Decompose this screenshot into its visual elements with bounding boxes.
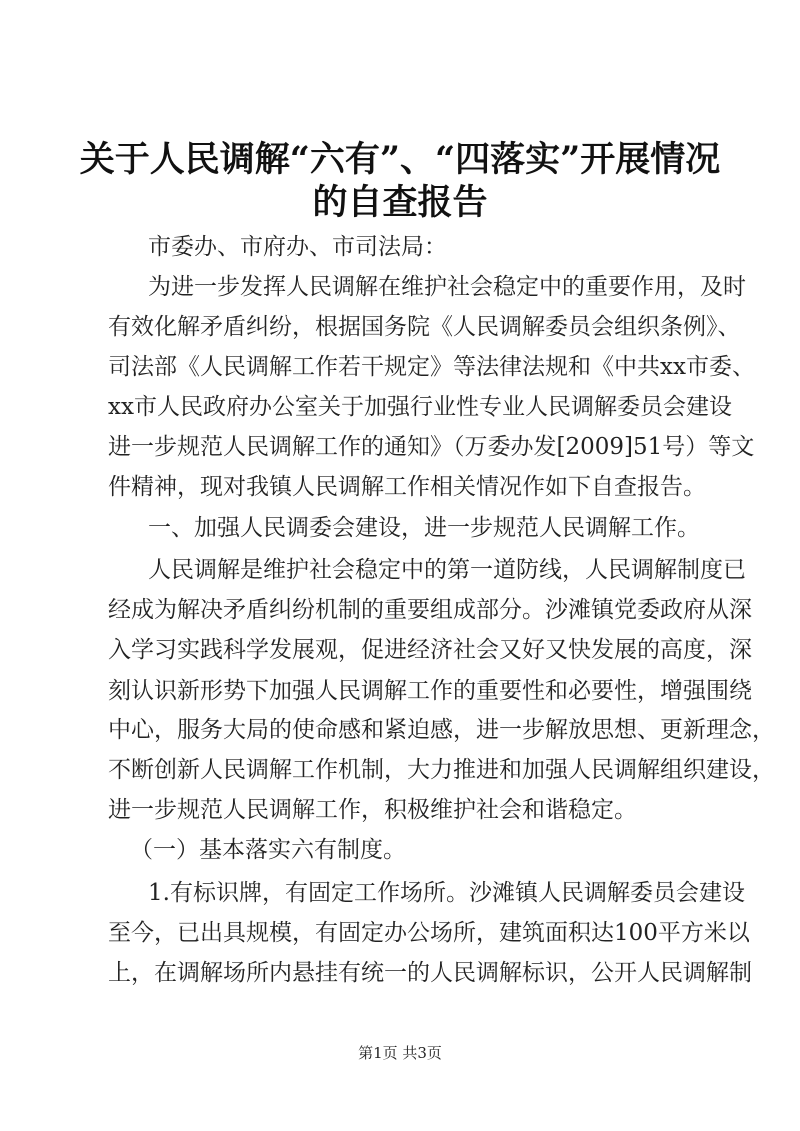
paragraph-line: 入学习实践科学发展观，促进经济社会又好又快发展的高度，深	[108, 637, 752, 663]
document-title-line-2: 的自查报告	[312, 182, 488, 223]
paragraph-line: 件精神，现对我镇人民调解工作相关情况作如下自查报告。	[108, 474, 706, 500]
paragraph-line: 刻认识新形势下加强人民调解工作的重要性和必要性，增强围绕	[108, 678, 752, 704]
subsection-heading: （一）基本落实六有制度。	[130, 837, 406, 863]
paragraph-line: xx市人民政府办公室关于加强行业性专业人民调解委员会建设	[108, 394, 732, 420]
paragraph-line: 人民调解是维护社会稳定中的第一道防线，人民调解制度已	[148, 557, 746, 583]
paragraph-line: 有效化解矛盾纠纷，根据国务院《人民调解委员会组织条例》、	[108, 314, 741, 340]
document-title-line-1: 关于人民调解“六有”、“四落实”开展情况	[79, 139, 721, 180]
salutation: 市委办、市府办、市司法局：	[148, 234, 447, 260]
paragraph-line: 中心，服务大局的使命感和紧迫感，进一步解放思想、更新理念，	[108, 717, 775, 743]
section-heading: 一、加强人民调委会建设，进一步规范人民调解工作。	[148, 515, 700, 541]
paragraph-line: 1.有标识牌，有固定工作场所。沙滩镇人民调解委员会建设	[148, 880, 745, 906]
paragraph-line: 经成为解决矛盾纠纷机制的重要组成部分。沙滩镇党委政府从深	[108, 597, 752, 623]
paragraph-line: 上，在调解场所内悬挂有统一的人民调解标识，公开人民调解制	[108, 960, 752, 986]
paragraph-line: 不断创新人民调解工作机制，大力推进和加强人民调解组织建设，	[108, 757, 775, 783]
paragraph-line: 司法部《人民调解工作若干规定》等法律法规和《中共xx市委、	[108, 354, 755, 380]
paragraph-line: 进一步规范人民调解工作，积极维护社会和谐稳定。	[108, 797, 637, 823]
page-footer: 第1页 共3页	[358, 1044, 442, 1062]
paragraph-line: 为进一步发挥人民调解在维护社会稳定中的重要作用，及时	[148, 274, 746, 300]
paragraph-line: 进一步规范人民调解工作的通知》（万委办发[2009]51号）等文	[108, 434, 755, 460]
paragraph-line: 至今，已出具规模，有固定办公场所，建筑面积达100平方米以	[108, 920, 750, 946]
